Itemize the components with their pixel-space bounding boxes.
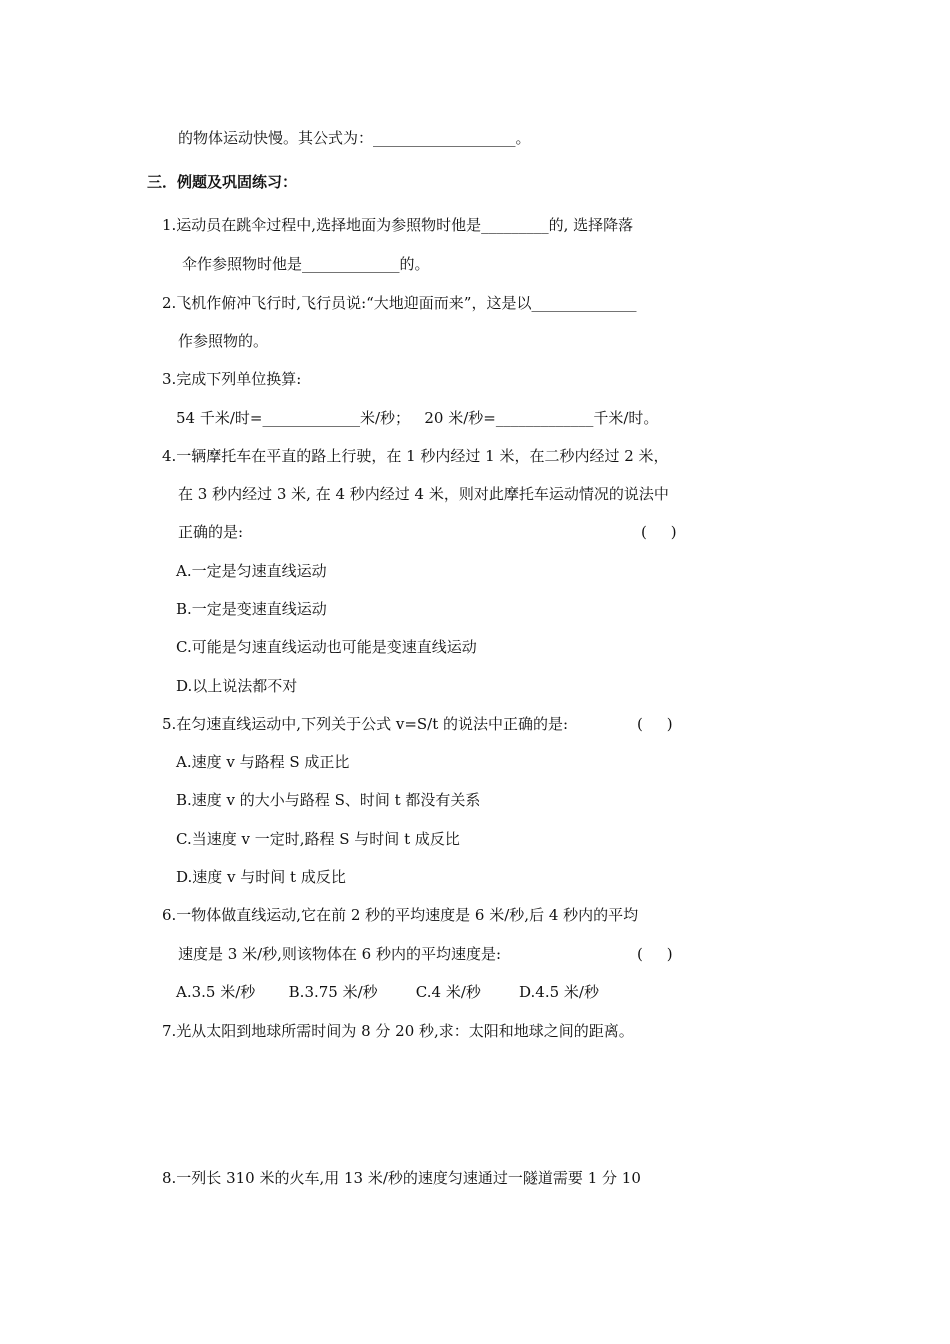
question-3-line-1: 3.完成下列单位换算: <box>162 370 302 388</box>
question-6-answer-blank: ( ) <box>637 945 673 963</box>
question-5-option-c: C.当速度 v 一定时,路程 S 与时间 t 成反比 <box>176 830 460 848</box>
question-4-line-3: 正确的是: <box>178 523 244 541</box>
question-4-answer-blank: ( ) <box>641 523 677 541</box>
question-6-options: A.3.5 米/秒 B.3.75 米/秒 C.4 米/秒 D.4.5 米/秒 <box>176 983 599 1001</box>
question-4-option-c: C.可能是匀速直线运动也可能是变速直线运动 <box>176 638 477 656</box>
question-5-option-d: D.速度 v 与时间 t 成反比 <box>176 868 346 886</box>
question-7: 7.光从太阳到地球所需时间为 8 分 20 秒,求：太阳和地球之间的距离。 <box>162 1022 634 1040</box>
question-5-answer-blank: ( ) <box>637 715 673 733</box>
question-8: 8.一列长 310 米的火车,用 13 米/秒的速度匀速通过一隧道需要 1 分 10 <box>162 1169 641 1187</box>
question-6-line-1: 6.一物体做直线运动,它在前 2 秒的平均速度是 6 米/秒,后 4 秒内的平均 <box>162 906 639 924</box>
question-6-line-2: 速度是 3 米/秒,则该物体在 6 秒内的平均速度是: <box>178 945 502 963</box>
question-4-option-b: B.一定是变速直线运动 <box>176 600 327 618</box>
question-4-line-2: 在 3 秒内经过 3 米, 在 4 秒内经过 4 米，则对此摩托车运动情况的说法中 <box>178 485 669 503</box>
question-3-conversions: 54 千米/时=_____________米/秒； 20 米/秒=_____________千米/时。 <box>176 409 659 427</box>
question-4-line-1: 4.一辆摩托车在平直的路上行驶，在 1 秒内经过 1 米，在二秒内经过 2 米， <box>162 447 669 465</box>
section-title: 三．例题及巩固练习： <box>147 173 298 191</box>
question-5-option-b: B.速度 v 的大小与路程 S、时间 t 都没有关系 <box>176 791 481 809</box>
question-4-option-a: A.一定是匀速直线运动 <box>176 562 327 580</box>
question-5-line-1: 5.在匀速直线运动中,下列关于公式 v=S/t 的说法中正确的是: <box>162 715 569 733</box>
question-1-line-1: 1.运动员在跳伞过程中,选择地面为参照物时他是_________的, 选择降落 <box>162 216 634 234</box>
intro-formula-line: 的物体运动快慢。其公式为：___________________。 <box>178 129 531 147</box>
question-4-option-d: D.以上说法都不对 <box>176 677 298 695</box>
question-2-line-2: 作参照物的。 <box>178 332 269 350</box>
question-5-option-a: A.速度 v 与路程 S 成正比 <box>176 753 350 771</box>
question-2-line-1: 2.飞机作俯冲飞行时,飞行员说:“大地迎面而来”，这是以______________ <box>162 294 637 312</box>
question-1-line-2: 伞作参照物时他是_____________的。 <box>182 255 430 273</box>
